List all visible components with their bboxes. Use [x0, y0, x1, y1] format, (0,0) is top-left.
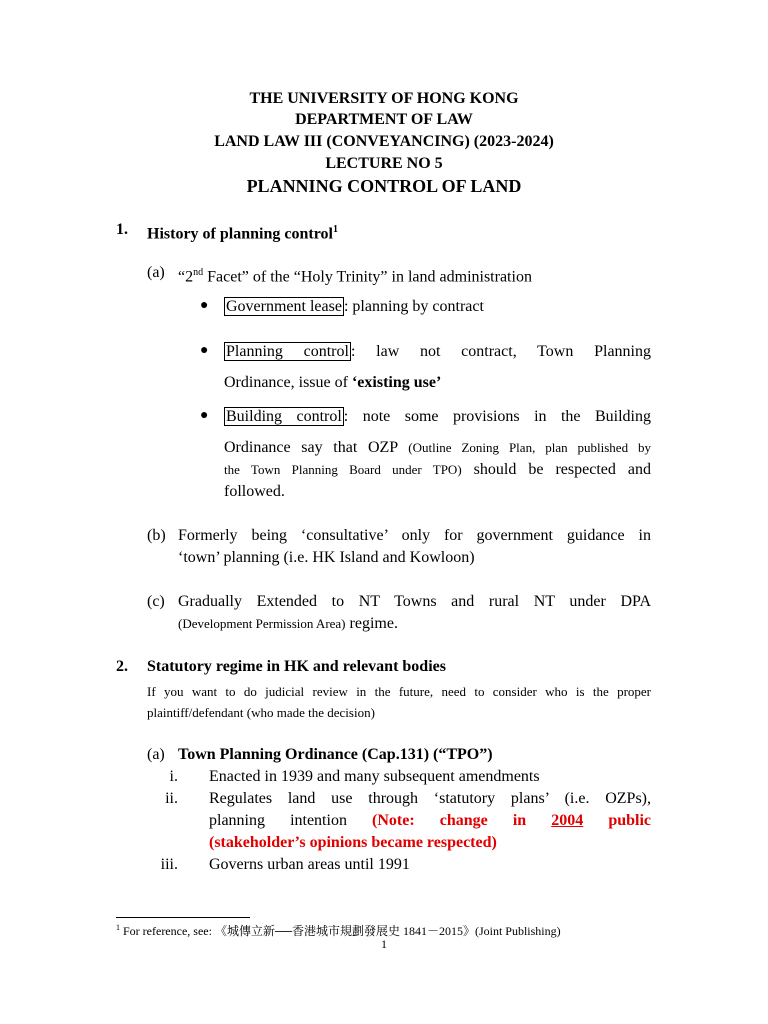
s1-b-label: (b)	[147, 527, 166, 544]
s1-c-line2a: (Development Permission Area)	[178, 616, 346, 631]
item-ii-line2	[209, 810, 651, 832]
header-department: DEPARTMENT OF LAW	[295, 111, 473, 128]
header-university: THE UNIVERSITY OF HONG KONG	[249, 90, 519, 107]
s2-a-label	[147, 744, 165, 766]
footnote-separator	[116, 917, 250, 918]
section-2-number: 2.	[116, 658, 128, 675]
section-1-heading	[147, 219, 338, 245]
s1-b-line1: Formerly being ‘consultative’ only for government guidance in	[178, 527, 651, 544]
s1-a-sup: nd	[193, 267, 204, 278]
s1-c-line2	[178, 613, 398, 635]
red-note-year: 2004	[551, 812, 584, 829]
item-iii-number: iii.	[160, 856, 178, 873]
bullet-icon: ●	[200, 408, 209, 423]
bullet-2-rest2a: Ordinance, issue of	[224, 374, 352, 391]
footnote-text: For reference, see: 《城傳立新──香港城市規劃發展史 1841－2015》(Joint Publishing)	[120, 924, 561, 938]
existing-use-term: ‘existing use’	[351, 374, 442, 391]
page-number: 1	[381, 937, 387, 951]
bullet-3-l2a: Ordinance say that OZP	[224, 439, 409, 456]
footnote-mark: 1	[116, 923, 120, 932]
term-government-lease: Government lease	[226, 298, 342, 315]
section-2-title: Statutory regime in HK and relevant bodies	[147, 658, 446, 675]
header-lecture: LECTURE NO 5	[325, 155, 443, 172]
tpo-title: Town Planning Ordinance (Cap.131) (“TPO”)	[178, 746, 493, 763]
bullet-2-rest1: : law not contract, Town Planning	[350, 343, 651, 360]
item-iii-text: Governs urban areas until 1991	[209, 856, 410, 873]
item-i-number: i.	[169, 768, 178, 785]
s1-a-text	[178, 262, 532, 288]
section-1-title: History of planning control	[147, 225, 333, 243]
bullet-3-l3a: the Town Planning Board under TPO)	[224, 462, 462, 477]
bullet-3-l2b: (Outline Zoning Plan, plan published by	[408, 440, 651, 455]
section-2-note-line1: If you want to do judicial review in the future, need to consider who is the proper	[147, 684, 651, 699]
section-2-note-line2: plaintiff/defendant (who made the decision)	[147, 705, 375, 720]
bullet-building-control-line3	[224, 459, 651, 481]
header-course: LAND LAW III (CONVEYANCING) (2023-2024)	[214, 133, 554, 150]
term-building-control: Building control	[226, 408, 342, 425]
s1-b-line2: ‘town’ planning (i.e. HK Island and Kowloon)	[178, 549, 475, 566]
s1-c-line1: Gradually Extended to NT Towns and rural NT under DPA	[178, 593, 651, 610]
bullet-3-l3b: should be respected and	[461, 461, 651, 478]
bullet-building-control-line1	[224, 406, 651, 428]
bullet-icon: ●	[200, 298, 209, 313]
s2-a-label-text: (a)	[147, 746, 165, 763]
item-ii-line2a: planning intention	[209, 812, 373, 829]
bullet-government-lease	[224, 296, 484, 318]
s1-a-label: (a)	[147, 264, 165, 281]
s1-a-post: Facet” of the “Holy Trinity” in land administration	[203, 268, 532, 286]
item-ii-line1: Regulates land use through ‘statutory plans’ (i.e. OZPs),	[209, 790, 651, 807]
item-ii-number: ii.	[165, 790, 178, 807]
bullet-building-control-line2	[224, 437, 651, 459]
s1-c-label: (c)	[147, 593, 165, 610]
item-i-text: Enacted in 1939 and many subsequent amendments	[209, 768, 540, 785]
bullet-1-rest: : planning by contract	[343, 298, 484, 315]
section-1-number: 1.	[116, 221, 128, 238]
red-note-start: (Note: change in	[372, 812, 552, 829]
footnote-reference: 1	[332, 224, 338, 235]
s1-a-pre: “2	[178, 268, 194, 286]
bullet-planning-control-line1	[224, 341, 651, 363]
bullet-building-control-line4: followed.	[224, 483, 285, 500]
red-note-public: public	[583, 812, 652, 829]
bullet-icon: ●	[200, 343, 209, 358]
s1-c-line2b: regime.	[345, 615, 398, 632]
bullet-planning-control-line2	[224, 372, 441, 394]
page-title: PLANNING CONTROL OF LAND	[246, 176, 522, 196]
bullet-3-rest1: : note some provisions in the Building	[343, 408, 652, 425]
term-planning-control: Planning control	[226, 343, 349, 360]
item-ii-line3: (stakeholder’s opinions became respected)	[209, 834, 497, 851]
